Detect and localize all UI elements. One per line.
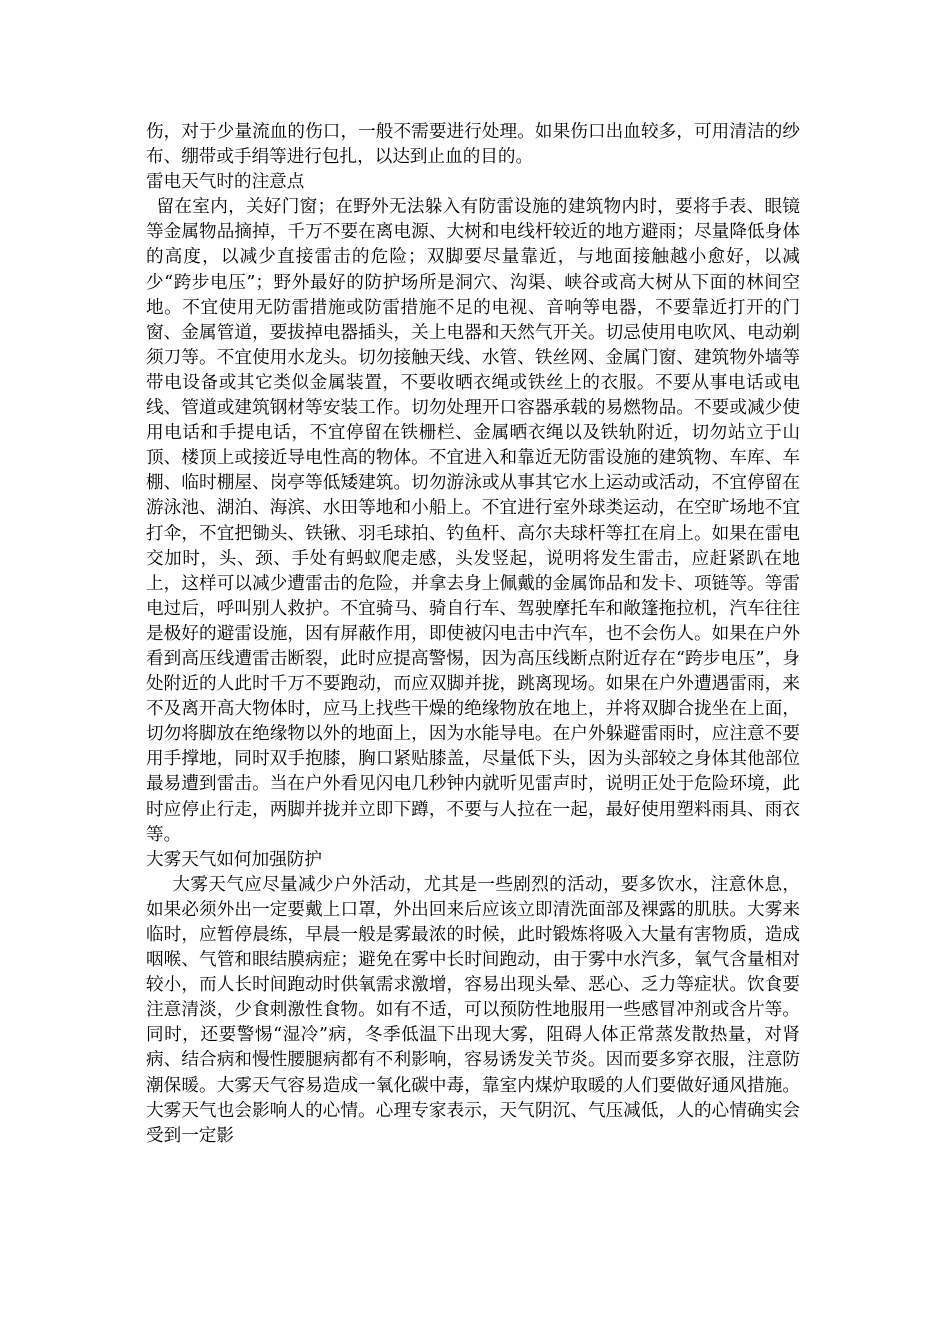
fog-paragraph: 大雾天气应尽量减少户外活动，尤其是一些剧烈的活动，要多饮水，注意休息，如果必须外出一定要戴上口罩，外出回来后应该立即清洗面部及裸露的肌肤。大雾来临时，应暂停晨练，早晨一般是雾最浓的时候，此时锻炼将吸入大量有害物质，造成咽喉、气管和眼结膜病症；避免在雾中长时间跑动，由于雾中水汽多，氧气含量相对较小，而人长时间跑动时供氧需求激增，容易出现头晕、恶心、乏力等症状。饮食要注意清淡，少食刺激性食物。如有不适，可以预防性地服用一些感冒冲剂或含片等。同时，还要警惕“湿冷”病，冬季低温下出现大雾，阻碍人体正常蒸发散热量，对肾病、结合病和慢性腰腿病都有不利影响，容易诱发关节炎。因而要多穿衣服，注意防潮保暖。大雾天气容易造成一氧化碳中毒，靠室内煤炉取暖的人们要做好通风措施。大雾天气也会影响人的心情。心理专家表示，天气阴沉、气压减低，人的心情确实会受到一定影 (146, 874, 800, 1146)
section-heading-thunderstorm: 雷电天气时的注意点 (146, 172, 305, 193)
thunderstorm-paragraph: 留在室内，关好门窗；在野外无法躲入有防雷设施的建筑物内时，要将手表、眼镜等金属物品摘掉，千万不要在离电源、大树和电线杆较近的地方避雨；尽量降低身体的高度，以减少直接雷击的危险；双脚要尽量靠近，与地面接触越小愈好，以减少“跨步电压”；野外最好的防护场所是洞穴、沟渠、峡谷或高大树从下面的林间空地。不宜使用无防雷措施或防雷措施不足的电视、音响等电器，不要靠近打开的门窗、金属管道，要拔掉电器插头，关上电器和天然气开关。切忌使用电吹风、电动剃须刀等。不宜使用水龙头。切勿接触天线、水管、铁丝网、金属门窗、建筑物外墙等带电设备或其它类似金属装置，不要收晒衣绳或铁丝上的衣服。不要从事电话或电线、管道或建筑钢材等安装工作。切勿处理开口容器承载的易燃物品。不要或减少使用电话和手提电话，不宜停留在铁栅栏、金属晒衣绳以及铁轨附近，切勿站立于山顶、楼顶上或接近导电性高的物体。不宜进入和靠近无防雷设施的建筑物、车库、车棚、临时棚屋、岗亭等低矮建筑。切勿游泳或从事其它水上运动或活动，不宜停留在游泳池、湖泊、海滨、水田等地和小船上。不宜进行室外球类运动，在空旷场地不宜打伞，不宜把锄头、铁锹、羽毛球拍、钓鱼杆、高尔夫球杆等扛在肩上。如果在雷电交加时，头、颈、手处有蚂蚁爬走感，头发竖起，说明将发生雷击，应赶紧趴在地上，这样可以减少遭雷击的危险，并拿去身上佩戴的金属饰品和发卡、项链等。等雷电过后，呼叫别人救护。不宜骑马、骑自行车、驾驶摩托车和敞篷拖拉机，汽车往往是极好的避雷设施，因有屏蔽作用，即使被闪电击中汽车，也不会伤人。如果在户外看到高压线遭雷击断裂，此时应提高警惕，因为高压线断点附近存在“跨步电压”，身处附近的人此时千万不要跑动，而应双脚并拢，跳离现场。如果在户外遭遇雷雨，来不及离开高大物体时，应马上找些干燥的绝缘物放在地上，并将双脚合拢坐在上面，切勿将脚放在绝缘物以外的地面上，因为水能导电。在户外躲避雷雨时，应注意不要用手撑地，同时双手抱膝，胸口紧贴膝盖，尽量低下头，因为头部较之身体其他部位最易遭到雷击。当在户外看见闪电几秒钟内就听见雷声时，说明正处于危险环境，此时应停止行走，两脚并拢并立即下蹲，不要与人拉在一起，最好使用塑料雨具、雨衣等。 (146, 197, 800, 845)
section-heading-fog: 大雾天气如何加强防护 (146, 849, 322, 870)
continuation-paragraph: 伤，对于少量流血的伤口，一般不需要进行处理。如果伤口出血较多，可用清洁的纱布、绷带或手绢等进行包扎，以达到止血的目的。 (146, 122, 800, 168)
document-page (146, 120, 800, 1149)
